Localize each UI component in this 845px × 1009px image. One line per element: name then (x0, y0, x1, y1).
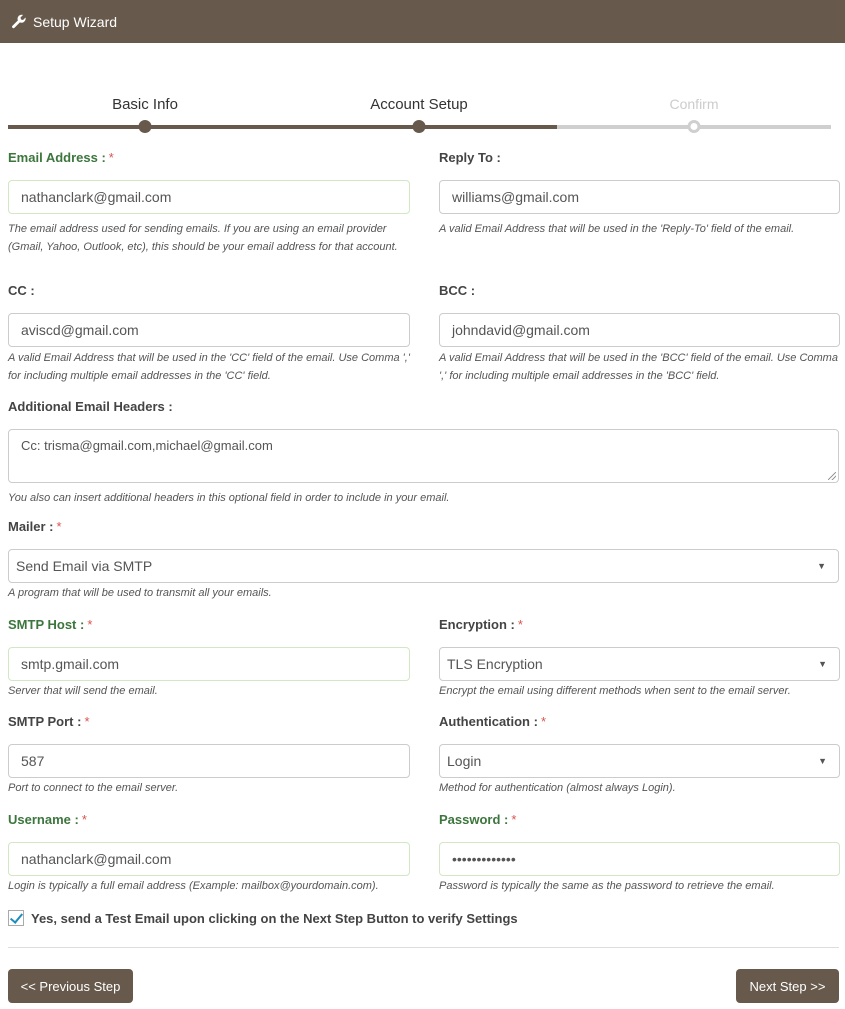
password-help: Password is typically the same as the password to retrieve the email. (439, 880, 775, 892)
chevron-down-icon: ▼ (818, 756, 827, 766)
smtp-host-input[interactable]: smtp.gmail.com (8, 647, 410, 681)
encryption-help: Encrypt the email using different methods when sent to the email server. (439, 685, 791, 697)
username-label: Username : * (8, 812, 87, 827)
reply-to-help: A valid Email Address that will be used in the 'Reply-To' field of the email. (439, 223, 795, 235)
next-step-button[interactable]: Next Step >> (736, 969, 839, 1003)
password-label: Password : * (439, 812, 517, 827)
progress-fill (8, 125, 557, 129)
mailer-selected-value: Send Email via SMTP (16, 558, 153, 574)
previous-step-button[interactable]: << Previous Step (8, 969, 133, 1003)
password-group (439, 812, 840, 895)
additional-headers-value: Cc: trisma@gmail.com,michael@gmail.com (21, 438, 273, 453)
additional-headers-group (8, 399, 839, 507)
authentication-group (439, 714, 840, 797)
bcc-group (439, 283, 840, 385)
encryption-selected-value: TLS Encryption (447, 656, 543, 672)
page-title: Setup Wizard (33, 13, 118, 30)
additional-headers-help: You also can insert additional headers in this optional field in order to include in your email. (8, 492, 450, 504)
header-bar (0, 0, 845, 43)
authentication-help: Method for authentication (almost always Login). (439, 782, 676, 794)
mailer-help: A program that will be used to transmit all your emails. (8, 587, 272, 599)
authentication-label: Authentication : * (439, 714, 546, 729)
mailer-group (8, 519, 839, 602)
email-address-input[interactable]: nathanclark@gmail.com (8, 180, 410, 214)
divider (8, 947, 839, 948)
smtp-port-group (8, 714, 410, 797)
encryption-group (439, 617, 840, 700)
smtp-host-group (8, 617, 410, 700)
wizard-progress (8, 90, 831, 140)
cc-group (8, 283, 410, 385)
smtp-port-input[interactable]: 587 (8, 744, 410, 778)
mailer-label: Mailer : * (8, 519, 62, 534)
test-email-checkbox[interactable] (8, 910, 24, 926)
step-account-setup[interactable]: Account Setup (370, 96, 468, 113)
step-basic-info[interactable]: Basic Info (112, 96, 178, 113)
bcc-label: BCC : (439, 283, 476, 298)
email-address-help: The email address used for sending emails. If you are using an email provider (Gmail, Yahoo, Outlook, etc), this should be your email address for that account. (8, 223, 398, 253)
test-email-option[interactable] (8, 910, 518, 926)
encryption-select[interactable] (439, 647, 840, 681)
bcc-help: A valid Email Address that will be used in the 'BCC' field of the email. Use Comma ',' for including multiple email addresses in the 'BCC' field. (439, 352, 838, 382)
step-confirm: Confirm (669, 96, 719, 112)
cc-input[interactable]: aviscd@gmail.com (8, 313, 410, 347)
additional-headers-textarea[interactable] (8, 429, 839, 483)
wrench-icon (11, 14, 27, 30)
password-input[interactable]: ••••••••••••• (439, 842, 840, 876)
email-address-label: Email Address : * (8, 150, 114, 165)
reply-to-group (439, 150, 840, 238)
authentication-selected-value: Login (447, 753, 482, 769)
resize-handle[interactable] (828, 472, 836, 480)
encryption-label: Encryption : * (439, 617, 523, 632)
username-input[interactable]: nathanclark@gmail.com (8, 842, 410, 876)
chevron-down-icon: ▼ (818, 659, 827, 669)
smtp-port-help: Port to connect to the email server. (8, 782, 179, 794)
step-dot-basic-info (139, 120, 152, 133)
step-dot-confirm (688, 120, 701, 133)
smtp-host-help: Server that will send the email. (8, 685, 158, 697)
chevron-down-icon: ▼ (817, 561, 826, 571)
step-dot-account-setup (413, 120, 426, 133)
email-address-group (8, 150, 410, 256)
reply-to-label: Reply To : (439, 150, 501, 165)
cc-help: A valid Email Address that will be used in the 'CC' field of the email. Use Comma ',' for including multiple email addresses in the 'CC' field. (8, 352, 410, 382)
username-group (8, 812, 410, 895)
smtp-port-label: SMTP Port : * (8, 714, 90, 729)
username-help: Login is typically a full email address (Example: mailbox@yourdomain.com). (8, 880, 379, 892)
reply-to-input[interactable]: williams@gmail.com (439, 180, 840, 214)
mailer-select[interactable] (8, 549, 839, 583)
test-email-label: Yes, send a Test Email upon clicking on the Next Step Button to verify Settings (31, 910, 518, 926)
cc-label: CC : (8, 283, 35, 298)
authentication-select[interactable] (439, 744, 840, 778)
bcc-input[interactable]: johndavid@gmail.com (439, 313, 840, 347)
smtp-host-label: SMTP Host : * (8, 617, 93, 632)
additional-headers-label: Additional Email Headers : (8, 399, 173, 414)
